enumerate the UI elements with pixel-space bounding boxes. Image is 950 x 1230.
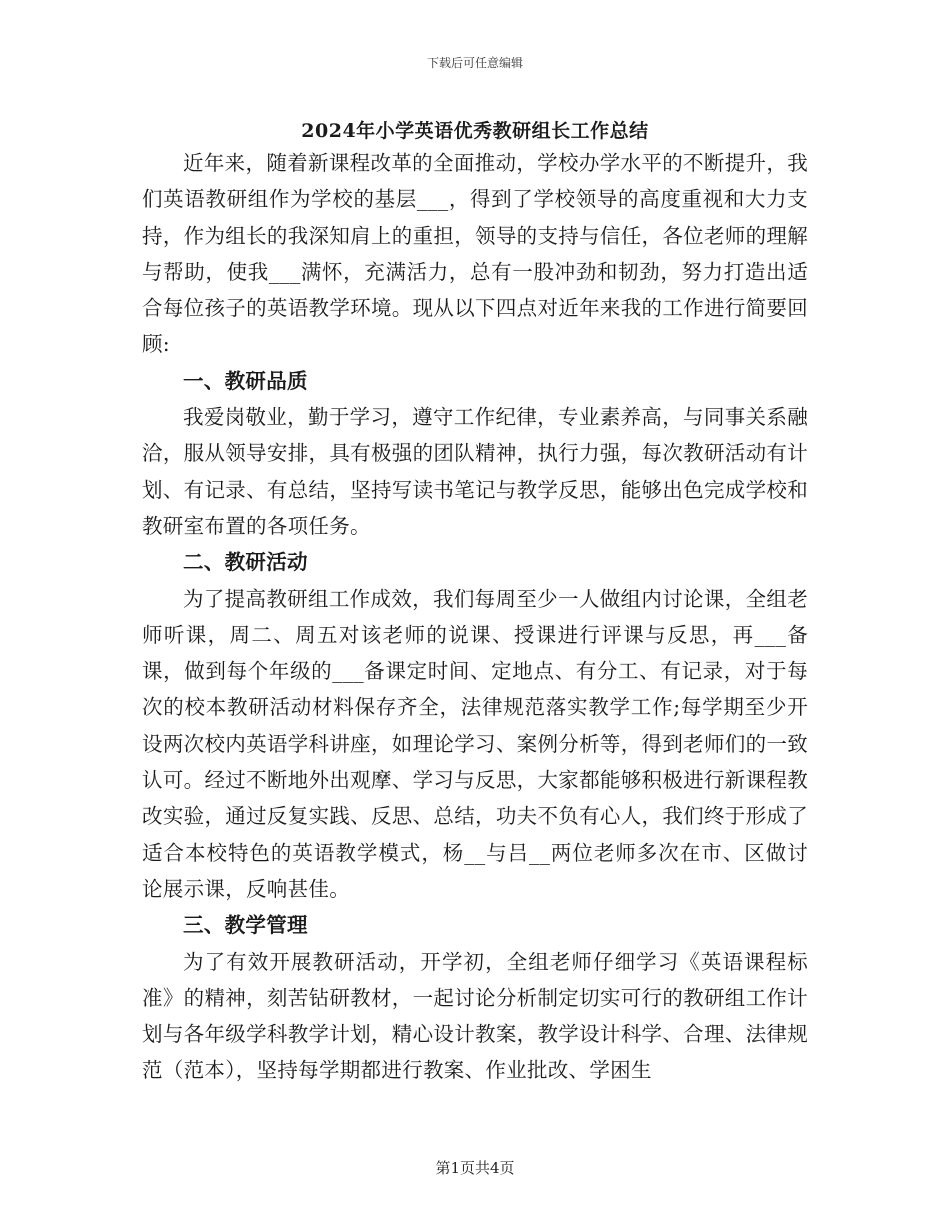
intro-paragraph: 近年来，随着新课程改革的全面推动，学校办学水平的不断提升，我们英语教研组作为学校的基层___，得到了学校领导的高度重视和大力支持，作为组长的我深知肩上的重担，领导的支持与信任，各位老师的理解与帮助，使我___满怀，充满活力，总有一股冲劲和韧劲，努力打造出适合每位孩子的英语教学环境。现从以下四点对近年来我的工作进行简要回顾:	[142, 151, 808, 357]
header-note: 下载后可任意编辑	[426, 56, 523, 70]
section-paragraph-activities: 为了提高教研组工作成效，我们每周至少一人做组内讨论课，全组老师听课，周二、周五对该老师的说课、授课进行评课与反思，再___备课，做到每个年级的___备课定时间、定地点、有分工、有记录，对于每次的校本教研活动材料保存齐全，法律规范落实教学工作;每学期至少开设两次校内英语学科讲座，如理论学习、案例分析等，得到老师们的一致认可。经过不断地外出观摩、学习与反思，大家都能够积极进行新课程教改实验，通过反复实践、反思、总结，功夫不负有心人，我们终于形成了适合本校特色的英语教学模式，杨__与吕__两位老师多次在市、区做讨论展示课，反响甚佳。	[142, 586, 808, 901]
section-heading-activities: 二、教研活动	[183, 550, 308, 575]
section-heading-management: 三、教学管理	[183, 913, 308, 938]
document-title: 2024年小学英语优秀教研组长工作总结	[301, 120, 649, 142]
section-paragraph-management: 为了有效开展教研活动，开学初，全组老师仔细学习《英语课程标准》的精神，刻苦钻研教材，一起讨论分析制定切实可行的教研组工作计划与各年级学科教学计划，精心设计教案，教学设计科学、合理、法律规范（范本），坚持每学期都进行教案、作业批改、学困生	[142, 949, 808, 1083]
page-footer: 第1页共4页	[435, 1159, 515, 1177]
document-body	[142, 145, 808, 1089]
section-paragraph-quality: 我爱岗敬业，勤于学习，遵守工作纪律，专业素养高，与同事关系融洽，服从领导安排，具有极强的团队精神，执行力强，每次教研活动有计划、有记录、有总结，坚持写读书笔记与教学反思，能够出色完成学校和教研室布置的各项任务。	[142, 405, 808, 538]
section-heading-quality: 一、教研品质	[183, 368, 308, 393]
